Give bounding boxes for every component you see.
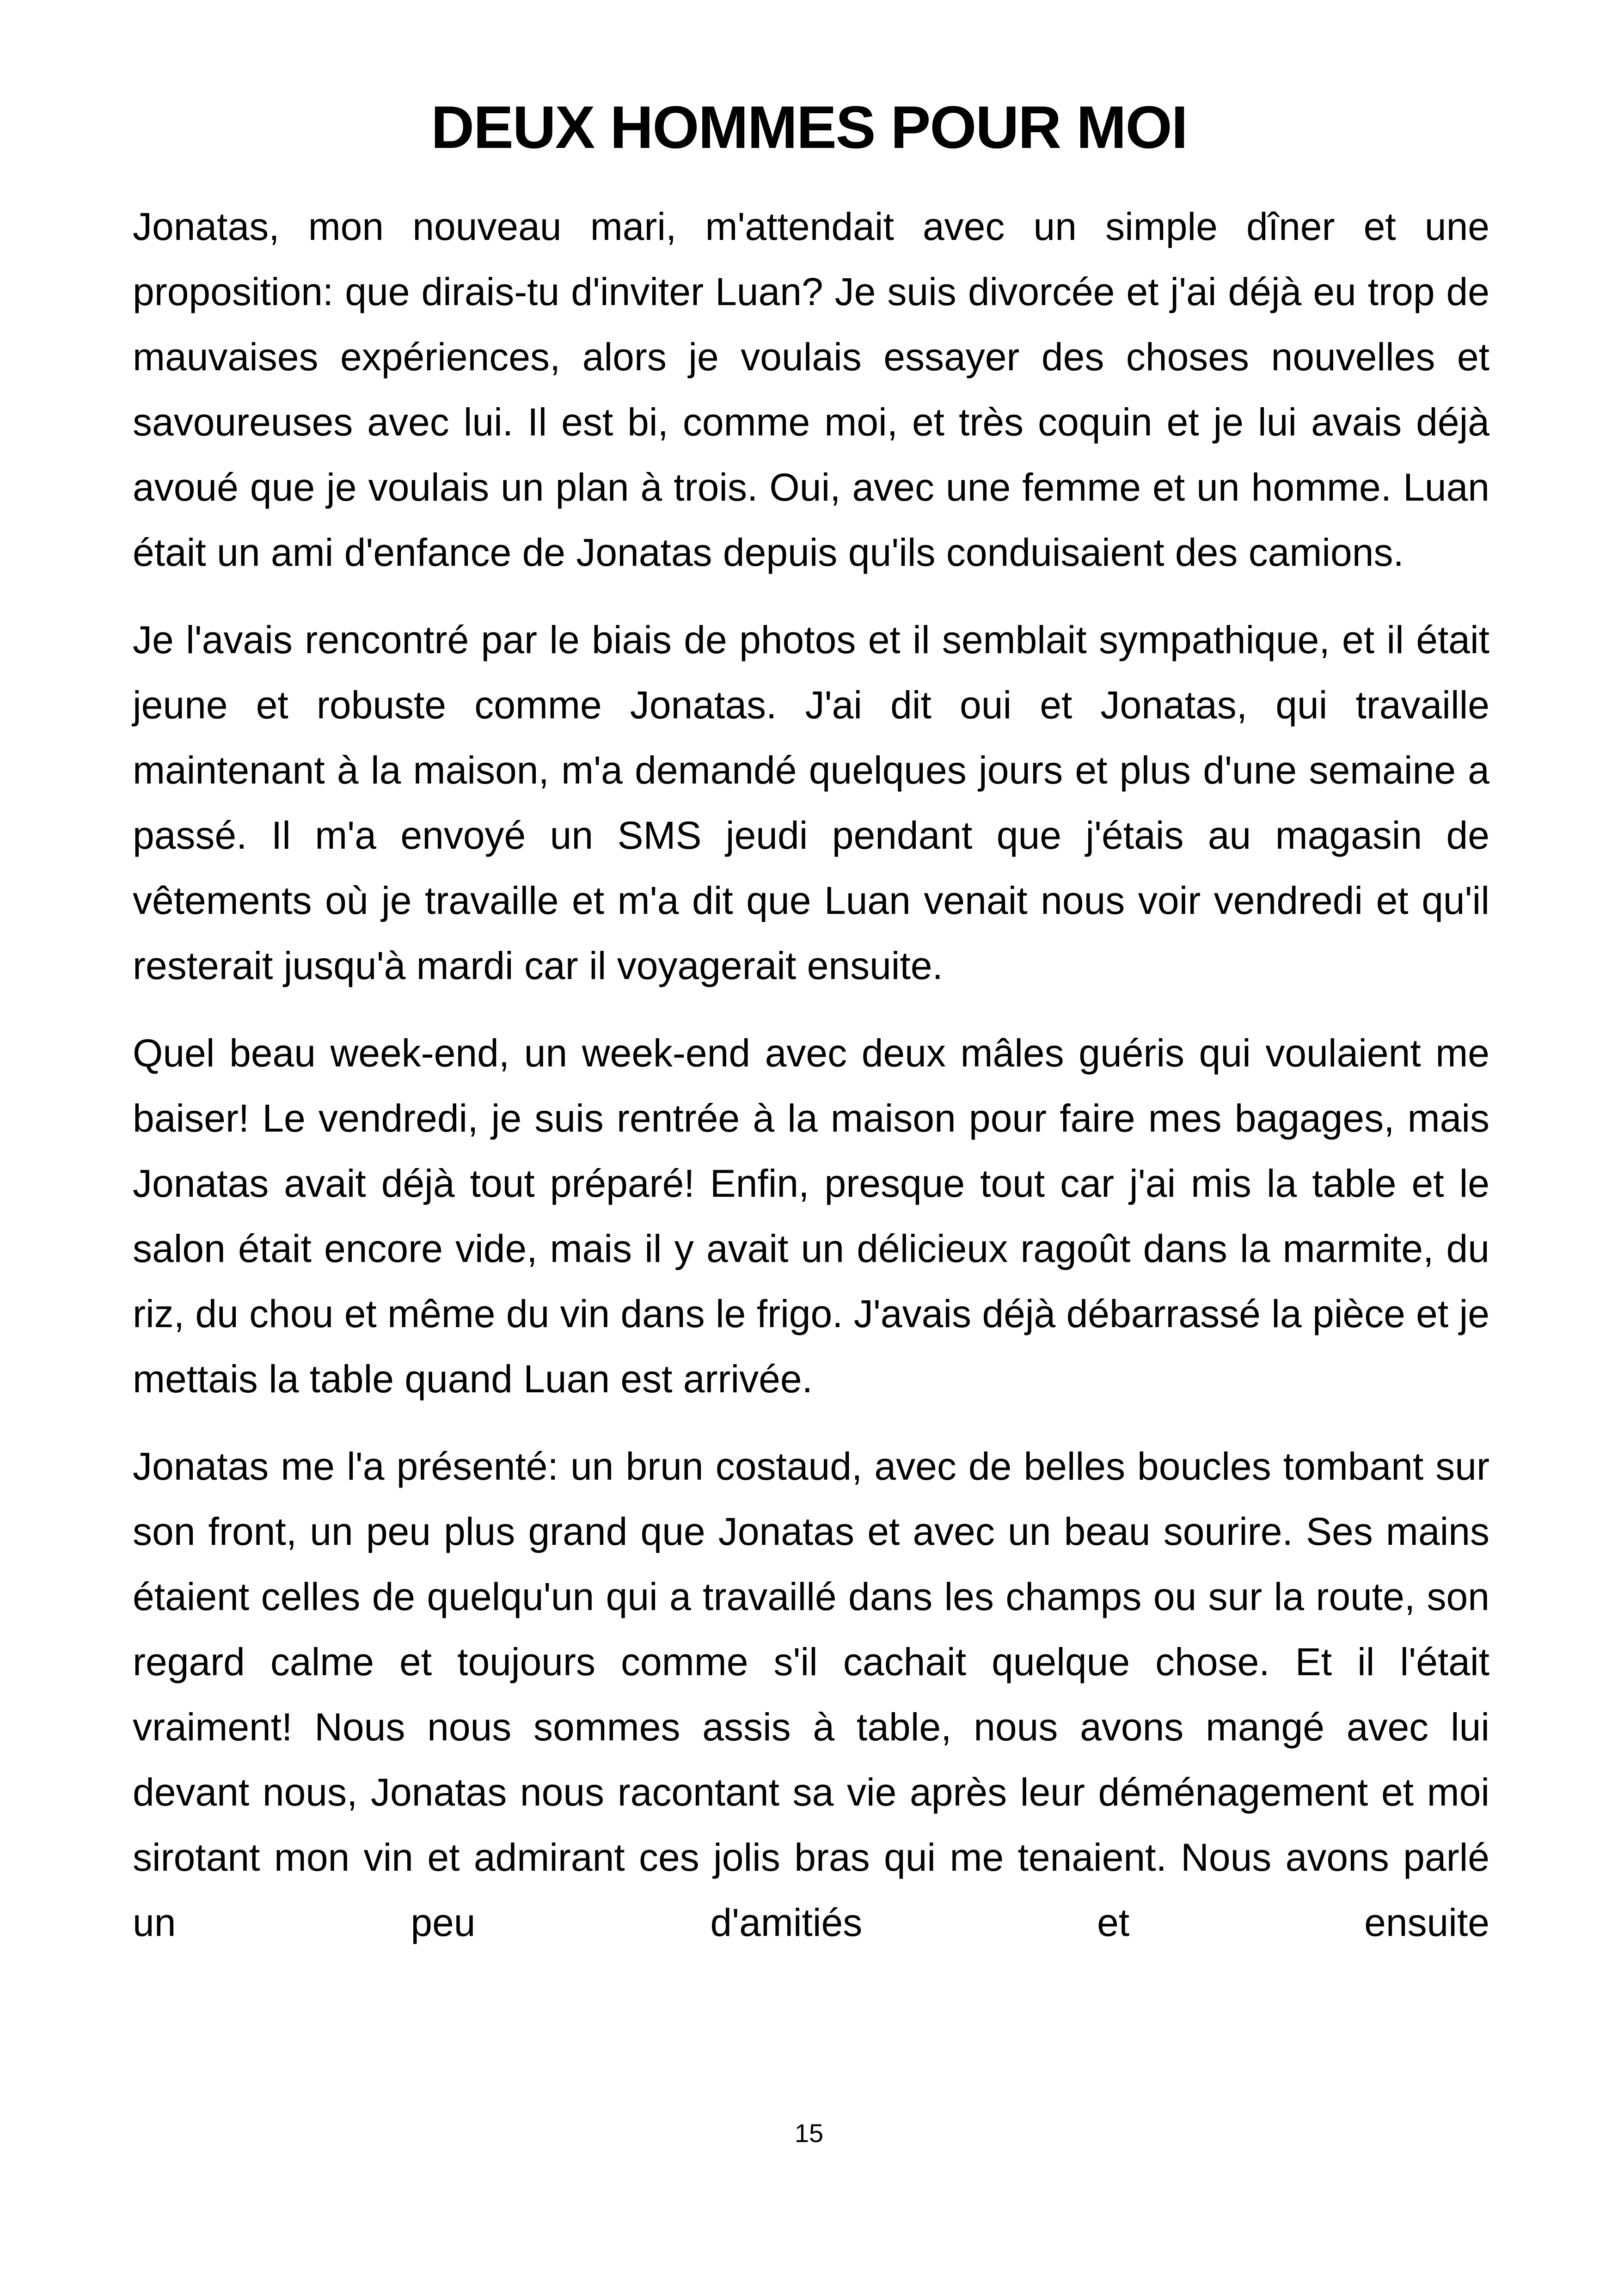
paragraph-4: Jonatas me l'a présenté: un brun costaud, avec de belles boucles tombant sur son front, un peu plus grand que Jonatas et avec un beau sourire. Ses mains étaient celles de quelqu'un qui a travaillé dans les champs ou sur la route, son regard calme et toujours comme s'il cachait quelque chose. Et il l'était vraiment! Nous nous sommes assis à table, nous avons mangé avec lui devant nous, Jonatas nous racontant sa vie après leur déménagement et moi sirotant mon vin et admirant ces jolis bras qui me tenaient. Nous avons parlé un peu d'amitiés et ensuite <box>133 1445 1489 1944</box>
paragraph-2: Je l'avais rencontré par le biais de photos et il semblait sympathique, et il était jeune et robuste comme Jonatas. J'ai dit oui et Jonatas, qui travaille maintenant à la maison, m'a demandé quelques jours et plus d'une semaine a passé. Il m'a envoyé un SMS jeudi pendant que j'étais au magasin de vêtements où je travaille et m'a dit que Luan venait nous voir vendredi et qu'il resterait jusqu'à mardi car il voyagerait ensuite. <box>133 618 1489 987</box>
body-text <box>133 194 1489 1978</box>
page-number: 15 <box>794 2118 824 2148</box>
paragraph-1: Jonatas, mon nouveau mari, m'attendait avec un simple dîner et une proposition: que dirais-tu d'inviter Luan? Je suis divorcée et j'ai déjà eu trop de mauvaises expériences, alors je voulais essayer des choses nouvelles et savoureuses avec lui. Il est bi, comme moi, et très coquin et je lui avais déjà avoué que je voulais un plan à trois. Oui, avec une femme et un homme. Luan était un ami d'enfance de Jonatas depuis qu'ils conduisaient des camions. <box>133 205 1489 574</box>
page-title: DEUX HOMMES POUR MOI <box>431 93 1187 161</box>
paragraph-3: Quel beau week-end, un week-end avec deux mâles guéris qui voulaient me baiser! Le vendredi, je suis rentrée à la maison pour faire mes bagages, mais Jonatas avait déjà tout préparé! Enfin, presque tout car j'ai mis la table et le salon était encore vide, mais il y avait un délicieux ragoût dans la marmite, du riz, du chou et même du vin dans le frigo. J'avais déjà débarrassé la pièce et je mettais la table quand Luan est arrivée. <box>133 1031 1489 1401</box>
